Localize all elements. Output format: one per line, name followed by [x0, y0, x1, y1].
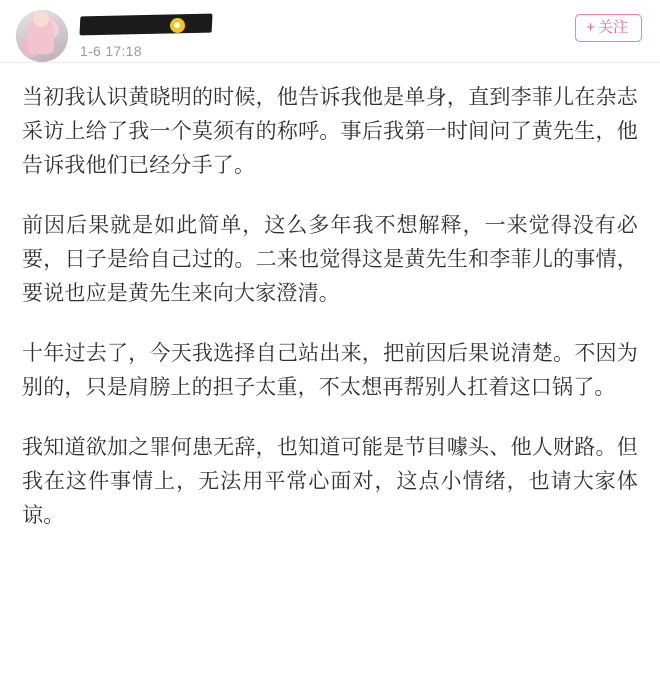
- post-timestamp: 1-6 17:18: [80, 43, 142, 59]
- author-meta: [80, 10, 642, 59]
- post-paragraph: 前因后果就是如此简单，这么多年我不想解释，一来觉得没有必要，日子是给自己过的。二来也觉得这是黄先生和李菲儿的事情，要说也应是黄先生来向大家澄清。: [22, 214, 638, 306]
- verified-badge-icon: [170, 18, 185, 33]
- follow-button[interactable]: [575, 14, 642, 42]
- follow-button-label: 关注: [597, 19, 628, 36]
- author-name-row: [80, 14, 642, 36]
- avatar[interactable]: [16, 10, 68, 62]
- post-paragraph: 我知道欲加之罪何患无辞，也知道可能是节目噱头、他人财路。但我在这件事情上，无法用平常心面对，这点小情绪，也请大家体谅。: [22, 436, 638, 528]
- post-paragraph: 当初我认识黄晓明的时候，他告诉我他是单身，直到李菲儿在杂志采访上给了我一个莫须有的称呼。事后我第一时间问了黄先生，他告诉我他们已经分手了。: [22, 86, 638, 178]
- post-body: [0, 63, 660, 533]
- avatar-figure: [28, 18, 54, 54]
- redaction-bar: [79, 14, 212, 36]
- plus-icon: +: [586, 19, 595, 36]
- post-paragraph: 十年过去了，今天我选择自己站出来，把前因后果说清楚。不因为别的，只是肩膀上的担子太重，不太想再帮别人扛着这口锅了。: [22, 342, 638, 400]
- post-header: [0, 0, 660, 62]
